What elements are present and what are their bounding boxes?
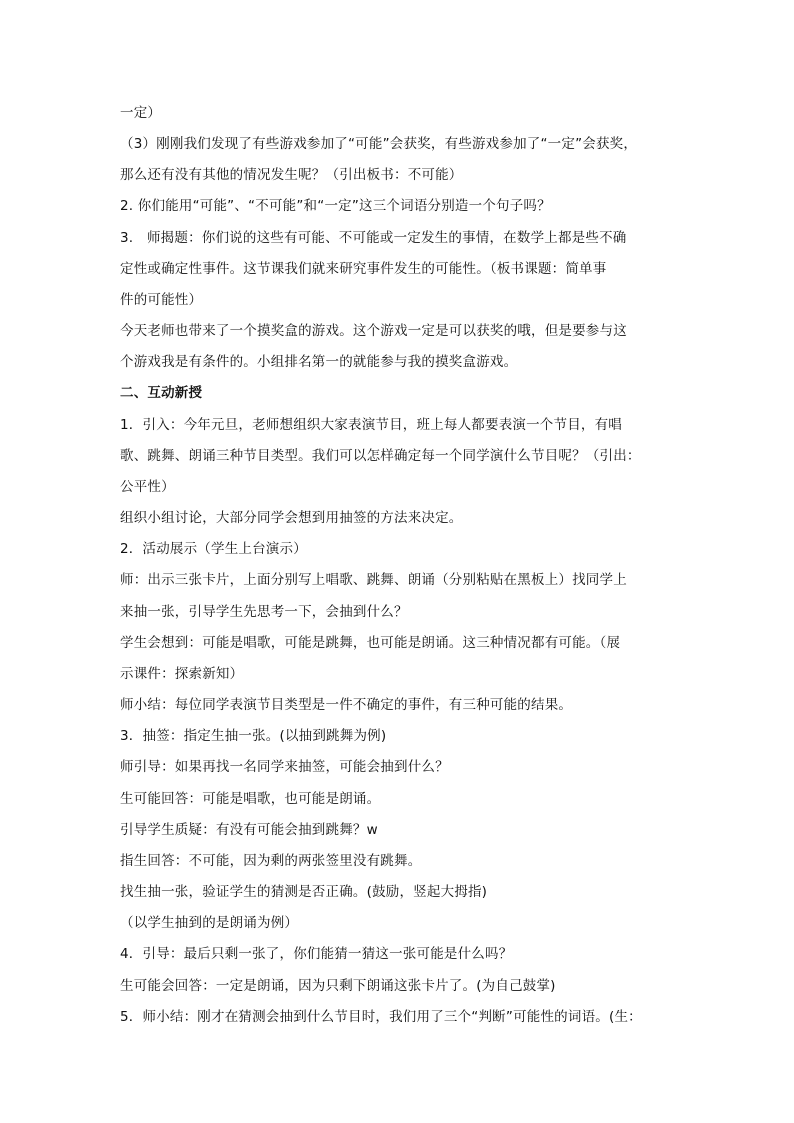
text-line: 5．师小结：刚才在猜测会抽到什么节目时，我们用了三个“判断”可能性的词语。(生： bbox=[120, 1009, 642, 1025]
text-line: 师引导：如果再找一名同学来抽签，可能会抽到什么？ bbox=[120, 759, 449, 775]
text-line: （3）刚刚我们发现了有些游戏参加了“可能”会获奖，有些游戏参加了“一定”会获奖， bbox=[120, 136, 638, 152]
text-line: 一定） bbox=[120, 105, 162, 121]
text-line: 件的可能性） bbox=[120, 292, 203, 308]
text-line: 定性或确定性事件。这节课我们就来研究事件发生的可能性。（板书课题：简单事 bbox=[120, 261, 607, 277]
text-line: 1．引入：今年元旦，老师想组织大家表演节目，班上每人都要表演一个节目，有唱 bbox=[120, 417, 622, 433]
text-line: 引导学生质疑：有没有可能会抽到跳舞？w bbox=[120, 822, 378, 838]
text-line: 指生回答：不可能，因为剩的两张签里没有跳舞。 bbox=[120, 853, 422, 869]
text-line: 个游戏我是有条件的。小组排名第一的就能参与我的摸奖盒游戏。 bbox=[120, 354, 518, 370]
text-line: 那么还有没有其他的情况发生呢？（引出板书：不可能） bbox=[120, 167, 463, 183]
text-line: 今天老师也带来了一个摸奖盒的游戏。这个游戏一定是可以获奖的哦，但是要参与这 bbox=[120, 323, 627, 339]
text-line: 示课件：探索新知） bbox=[120, 666, 244, 682]
section-heading: 二、互动新授 bbox=[120, 385, 203, 401]
text-line: 3．抽签：指定生抽一张。(以抽到跳舞为例) bbox=[120, 728, 387, 744]
text-line: 4．引导：最后只剩一张了，你们能猜一猜这一张可能是什么吗？ bbox=[120, 946, 513, 962]
text-line: 公平性） bbox=[120, 479, 175, 495]
text-line: 2．活动展示（学生上台演示） bbox=[120, 541, 307, 557]
text-line: 组织小组讨论，大部分同学会想到用抽签的方法来决定。 bbox=[120, 510, 463, 526]
text-line: 师：出示三张卡片，上面分别写上唱歌、跳舞、朗诵（分别粘贴在黑板上）找同学上 bbox=[120, 572, 627, 588]
text-line: 师小结：每位同学表演节目类型是一件不确定的事件，有三种可能的结果。 bbox=[120, 697, 573, 713]
text-line: 来抽一张，引导学生先思考一下，会抽到什么？ bbox=[120, 604, 408, 620]
text-line: （以学生抽到的是朗诵为例） bbox=[120, 915, 299, 931]
text-line: 3. 师揭题：你们说的这些有可能、不可能或一定发生的事情，在数学上都是些不确 bbox=[120, 230, 627, 246]
text-line: 生可能回答：可能是唱歌，也可能是朗诵。 bbox=[120, 791, 381, 807]
text-line: 歌、跳舞、朗诵三种节目类型。我们可以怎样确定每一个同学演什么节目呢？（引出： bbox=[120, 448, 641, 464]
text-line: 2. 你们能用“可能”、“不可能”和“一定”这三个词语分别造一个句子吗？ bbox=[120, 198, 551, 214]
text-line: 生可能会回答：一定是朗诵，因为只剩下朗诵这张卡片了。(为自己鼓掌) bbox=[120, 978, 556, 994]
text-line: 学生会想到：可能是唱歌，可能是跳舞，也可能是朗诵。这三种情况都有可能。（展 bbox=[120, 635, 621, 651]
text-line: 找生抽一张，验证学生的猜测是否正确。(鼓励，竖起大拇指) bbox=[120, 884, 488, 900]
